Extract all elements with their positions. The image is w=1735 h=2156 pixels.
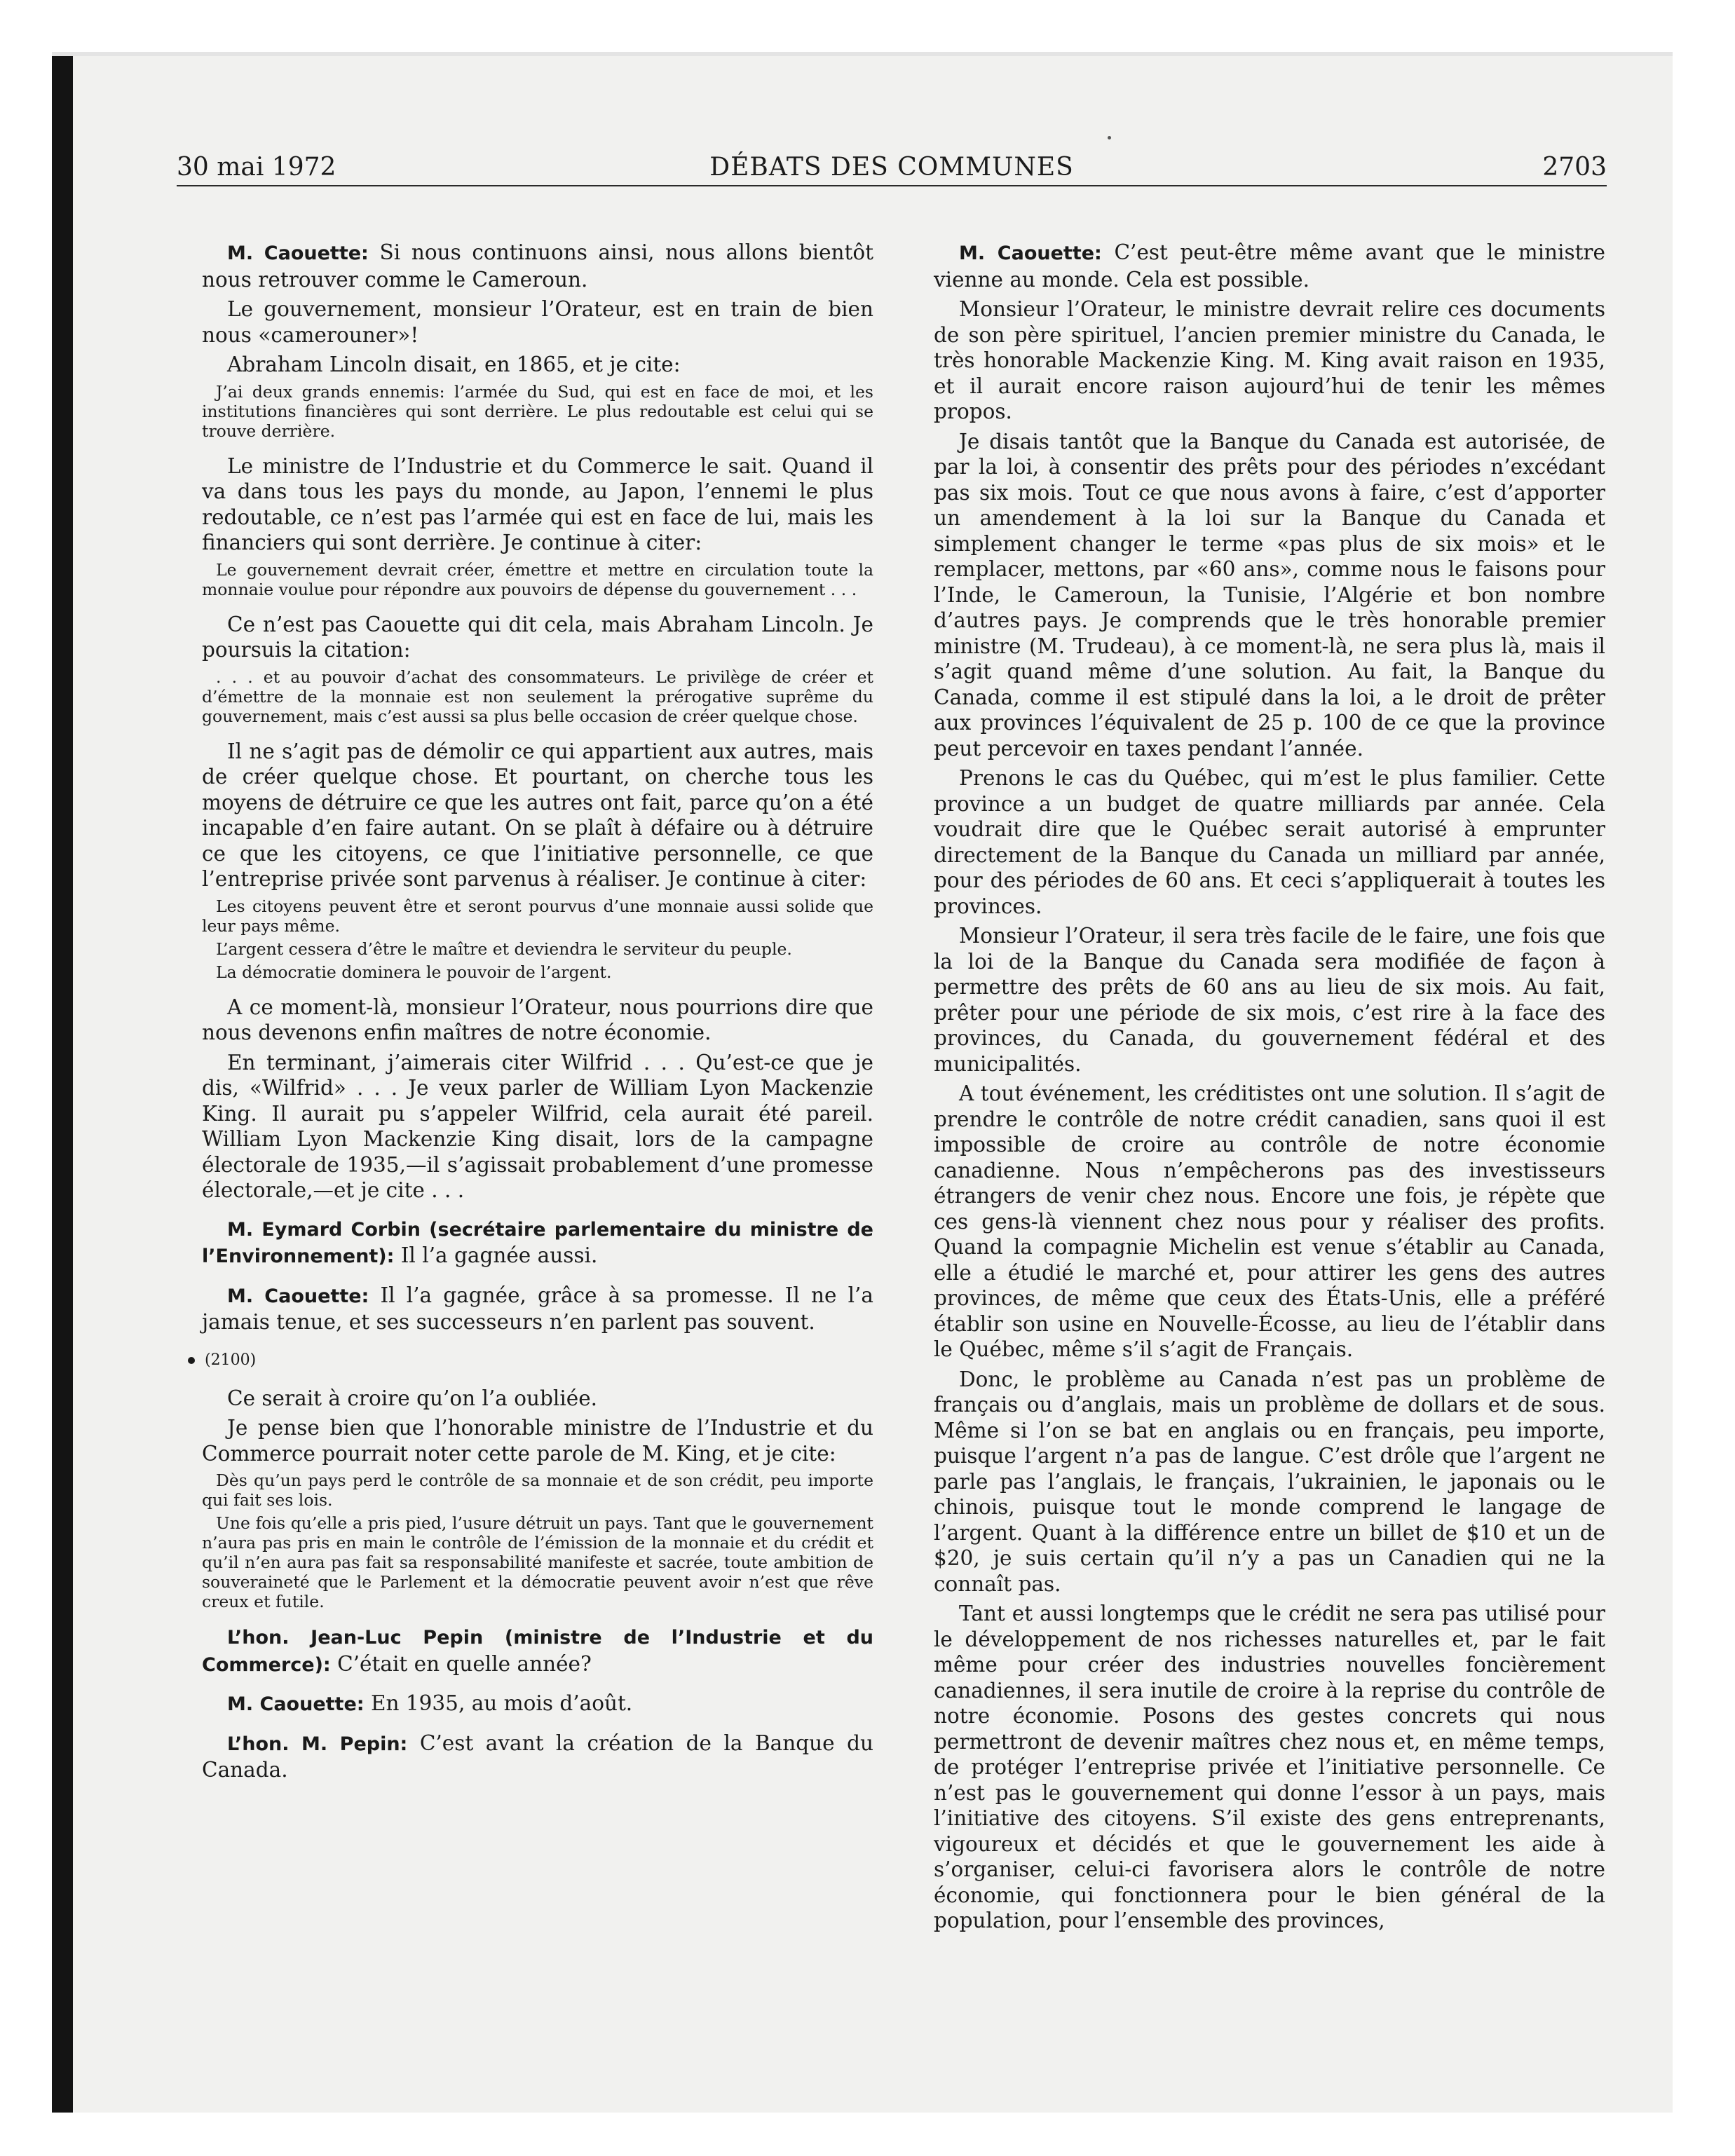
paragraph: Tant et aussi longtemps que le crédit ne sera pas utilisé pour le développement de nos richesses naturelles et, par le fait même pour créer des industries nouvelles foncièrement canadiennes, il sera inutile de croire à la reprise du contrôle de notre économie. Posons des gestes concrets qui nous permettront de devenir maîtres chez nous et, en même temps, de protéger l’entreprise privée et l’initiative personnelle. Ce n’est pas le gouvernement qui donne l’essor à un pays, mais l’initiative des citoyens. S’il existe des gens entreprenants, vigoureux et décidés et que le gouvernement les aide à s’organiser, celui-ci favorisera alors le contrôle de notre économie, qui fonctionnera pour le bien général de la population, pour l’ensemble des provinces,: [934, 1602, 1605, 1932]
paragraph: Donc, le problème au Canada n’est pas un problème de français ou d’anglais, mais un problème de dollars et de sous. Même si l’on se bat en anglais ou en français, peu importe, puisque l’argent n’a pas de langue. C’est drôle que l’argent ne parle pas l’anglais, le français, l’ukrainien, le japonais ou le chinois, puisque tout le monde comprend le langage de l’argent. Quant à la différence entre un billet de $10 et un de $20, je suis certain qu’il n’y a pas un Canadien qui ne la connaît pas.: [934, 1367, 1605, 1596]
speaker-name: M. Eymard Corbin (secrétaire parlementaire du ministre de l’Environnement):: [202, 1218, 873, 1267]
quotation: Les citoyens peuvent être et seront pourvus d’une monnaie aussi solide que leur pays même.: [202, 896, 873, 936]
quotation: Le gouvernement devrait créer, émettre et mettre en circulation toute la monnaie voulue pour répondre aux pouvoirs de dépense du gouvernement . . .: [202, 559, 873, 599]
paragraph: [202, 1731, 873, 1783]
paragraph: Prenons le cas du Québec, qui m’est le plus familier. Cette province a un budget de quatre milliards par année. Cela voudrait dire que le Québec serait autorisé à emprunter directement de la Banque du Canada un milliard par année, pour des périodes de 60 ans. Et ceci s’appliquerait à toutes les provinces.: [934, 766, 1605, 918]
speech-text: C’est peut-être même avant que le ministre vienne au monde. Cela est possible.: [934, 240, 1605, 292]
speech-text: C’est avant la création de la Banque du Canada.: [202, 1731, 873, 1782]
paragraph: [934, 240, 1605, 292]
paragraph: [202, 1624, 873, 1678]
speaker-name: L’hon. M. Pepin:: [227, 1733, 408, 1755]
paragraph: Monsieur l’Orateur, il sera très facile de le faire, une fois que la loi de la Banque du Canada sera modifiée de façon à permettre des prêts de 60 ans au lieu de six mois. Au fait, prêter pour une période de six mois, c’est rire à la face des provinces, du Canada, du gouvernement fédéral et des municipalités.: [934, 924, 1605, 1076]
paragraph: [202, 1283, 873, 1335]
paragraph: [202, 1691, 873, 1718]
publication-title: DÉBATS DES COMMUNES: [709, 153, 1074, 182]
paragraph: A ce moment-là, monsieur l’Orateur, nous pourrions dire que nous devenons enfin maîtres de notre économie.: [202, 995, 873, 1044]
speech-text: En 1935, au mois d’août.: [364, 1691, 633, 1715]
left-column: [202, 240, 873, 1787]
paragraph: Le ministre de l’Industrie et du Commerce le sait. Quand il va dans tous les pays du monde, au Japon, l’ennemi le plus redoutable, ce n’est pas l’armée qui est en face de lui, mais les financiers qui sont derrière. Je continue à citer:: [202, 453, 873, 554]
speaker-name: M. Caouette:: [227, 1693, 365, 1715]
header-date: 30 mai 1972: [177, 153, 336, 182]
paragraph: Ce serait à croire qu’on l’a oubliée.: [227, 1386, 598, 1410]
paragraph: Ce n’est pas Caouette qui dit cela, mais Abraham Lincoln. Je poursuis la citation:: [202, 612, 873, 662]
dust-speck: [1108, 136, 1111, 139]
page-number: 2703: [1542, 153, 1607, 182]
speaker-name: M. Caouette:: [959, 243, 1102, 264]
running-header: [177, 153, 1607, 185]
quotation: Une fois qu’elle a pris pied, l’usure détruit un pays. Tant que le gouvernement n’aura pas pris en main le contrôle de l’émission de la monnaie et du crédit et qu’il n’en aura pas fait sa responsabilité manifeste et sacrée, toute ambition de souveraineté que le Parlement et la démocratie peuvent avoir n’est que rêve creux et futile.: [202, 1513, 873, 1611]
paragraph: [202, 240, 873, 292]
speech-text: Il l’a gagnée, grâce à sa promesse. Il ne l’a jamais tenue, et ses successeurs n’en parlent pas souvent.: [202, 1283, 873, 1334]
paragraph: Je pense bien que l’honorable ministre de l’Industrie et du Commerce pourrait noter cette parole de M. King, et je cite:: [202, 1416, 873, 1466]
quotation: J’ai deux grands ennemis: l’armée du Sud, qui est en face de moi, et les institutions financières qui sont derrière. Le plus redoutable est celui qui se trouve derrière.: [202, 381, 873, 441]
time-marker: [188, 1351, 873, 1370]
header-rule: [177, 185, 1607, 186]
speaker-name: M. Caouette:: [227, 1285, 369, 1307]
quotation: Dès qu’un pays perd le contrôle de sa monnaie et de son crédit, peu importe qui fait ses lois.: [202, 1471, 873, 1510]
paragraph: A tout événement, les créditistes ont une solution. Il s’agit de prendre le contrôle de notre crédit canadien, sans quoi il est impossible de croire au contrôle de notre économie canadienne. Nous n’empêcherons pas des investisseurs étrangers de venir chez nous. Encore une fois, je répète que ces gens-là viennent chez nous pour y réaliser des profits. Quand la compagnie Michelin est venue s’établir au Canada, elle a étudié le marché et, pour attirer les gens des autres provinces, de même que ceux des États-Unis, elle a préféré établir son usine en Nouvelle-Écosse, au lieu de l’établir dans le Québec, même s’il s’agit de Français.: [934, 1082, 1605, 1361]
paragraph: Je disais tantôt que la Banque du Canada est autorisée, de par la loi, à consentir des prêts pour des périodes n’excédant pas six mois. Tout ce que nous avons à faire, c’est d’apporter un amendement à la loi sur la Banque du Canada et simplement changer le terme «pas plus de six mois» et le remplacer, mettons, par «60 ans», comme nous le faisons pour l’Inde, le Cameroun, la Tunisie, l’Algérie et bon nombre d’autres pays. Je comprends que le très honorable premier ministre (M. Trudeau), à ce moment-là, ne sera plus là, mais il s’agit quand même d’une solution. Au fait, la Banque du Canada, comme il est stipulé dans la loi, a le droit de prêter aux provinces l’équivalent de 25 p. 100 de ce que la province peut percevoir en taxes pendant l’année.: [934, 429, 1605, 760]
speech-text: C’était en quelle année?: [330, 1651, 592, 1676]
paragraph: Abraham Lincoln disait, en 1865, et je cite:: [227, 353, 681, 376]
time-marker-text: (2100): [205, 1351, 257, 1369]
quotation: La démocratie dominera le pouvoir de l’argent.: [216, 962, 612, 982]
paragraph: En terminant, j’aimerais citer Wilfrid . . . Qu’est-ce que je dis, «Wilfrid» . . . Je veux parler de William Lyon Mackenzie King. Il aurait pu s’appeler Wilfrid, cela aurait été pareil. William Lyon Mackenzie King disait, lors de la campagne électorale de 1935,—il s’agissait probablement d’une promesse électorale,—et je cite . . .: [202, 1050, 873, 1202]
speech-text: Il l’a gagnée aussi.: [394, 1243, 598, 1267]
speech-text: Si nous continuons ainsi, nous allons bientôt nous retrouver comme le Cameroun.: [202, 240, 873, 292]
speaker-name: M. Caouette:: [227, 243, 369, 264]
bullet-icon: [188, 1357, 195, 1364]
scan-margin: [0, 0, 52, 2156]
scan-edge-shadow: [52, 52, 73, 2113]
speaker-name: L’hon. Jean-Luc Pepin (ministre de l’Industrie et du Commerce):: [202, 1627, 873, 1676]
paragraph: Il ne s’agit pas de démolir ce qui appartient aux autres, mais de créer quelque chose. Et pourtant, on cherche tous les moyens de détruire ce que les autres ont fait, parce qu’on a été incapable d’en faire autant. On se plaît à défaire ou à détruire ce que les citoyens, ce que l’initiative personnelle, ce que l’entreprise privée sont parvenus à réaliser. Je continue à citer:: [202, 739, 873, 891]
paragraph: [202, 1216, 873, 1270]
quotation: L’argent cessera d’être le maître et deviendra le serviteur du peuple.: [216, 939, 792, 959]
quotation: . . . et au pouvoir d’achat des consommateurs. Le privilège de créer et d’émettre de la monnaie est non seulement la prérogative suprême du gouvernement, mais c’est aussi sa plus belle occasion de créer quelque chose.: [202, 667, 873, 726]
right-column: [934, 240, 1605, 1938]
paragraph: Le gouvernement, monsieur l’Orateur, est en train de bien nous «camerouner»!: [202, 297, 873, 347]
paragraph: Monsieur l’Orateur, le ministre devrait relire ces documents de son père spirituel, l’ancien premier ministre du Canada, le très honorable Mackenzie King. M. King avait raison en 1935, et il aurait encore raison aujourd’hui de tenir les mêmes propos.: [934, 297, 1605, 423]
